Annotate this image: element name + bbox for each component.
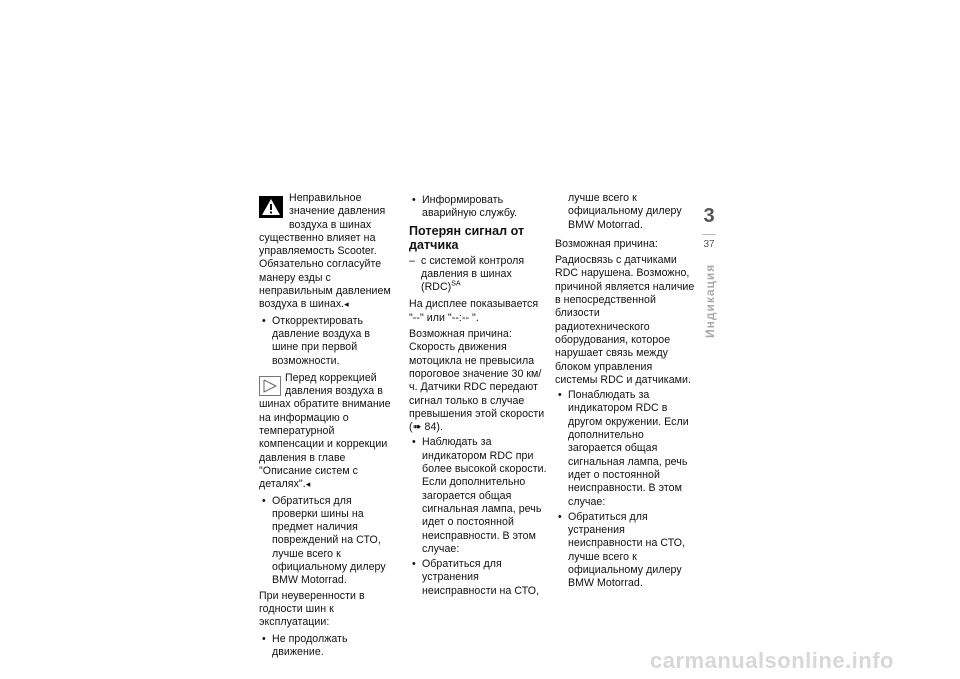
note-block xyxy=(259,372,399,492)
watermark: carmanualsonline.info xyxy=(650,648,894,673)
bullet-item: • Понаблюдать за индикатором RDC в другом окружении. Если дополнительно загорается общая сигнальная лампа, речь идет о постоянной неисправности. В этом случае: xyxy=(558,389,689,508)
bullet-item: • Не продолжать движение. xyxy=(262,632,348,658)
dash-item: – с системой контроля давления в шинах (RDC)$^{SA}$ xyxy=(409,254,525,294)
bullet-item: • Наблюдать за индикатором RDC при более высокой скорости. Если дополнительно загорается общая сигнальная лампа, речь идет о постоянной неисправности. В этом случае: xyxy=(412,436,547,555)
display-text: На дисплее показывается "--" или "--:-- ". xyxy=(409,298,539,324)
warning-text-2: Обязательно согласуйте манеру езды с неправильным давлением воздуха в шинах.◂ xyxy=(259,258,391,311)
chapter-divider xyxy=(702,234,716,235)
cause-label: Возможная причина: xyxy=(555,237,658,250)
warning-triangle-icon xyxy=(259,196,283,218)
bullet-item: • Обратиться для проверки шины на предмет наличия повреждений на СТО, лучше всего к официальному дилеру BMW Motorrad. xyxy=(262,494,386,587)
chapter-title: Индикация xyxy=(703,263,717,338)
bullet-item: • Обратиться для устранения неисправности на СТО, xyxy=(412,558,540,597)
paragraph: При неуверенности в годности шин к эксплуатации: xyxy=(259,589,365,629)
cause-label: Возможная причина: xyxy=(409,328,512,341)
chapter-marker xyxy=(698,201,720,268)
end-mark: ◂ xyxy=(344,299,349,310)
warning-text: Неправильное значение давления воздуха в шинах существенно влияет на управляемость Scooter. xyxy=(259,192,386,258)
bullet-item: • Информировать аварийную службу. xyxy=(412,194,518,220)
column-left xyxy=(259,192,399,661)
chapter-number: 3 xyxy=(703,205,715,227)
page-number: 37 xyxy=(703,239,715,250)
bullet-item: • Откорректировать давление воздуха в шине при первой возможности. xyxy=(262,314,371,367)
column-right xyxy=(555,192,695,593)
bullet-item: • Обратиться для устранения неисправности на СТО, лучше всего к официальному дилеру BMW Motorrad. xyxy=(558,510,686,590)
cause-text: Скорость движения мотоцикла не превысила пороговое значение 30 км/ч. Датчики RDC передают сигнал только в случае превышения этой скорости (➠ 84). xyxy=(409,341,545,434)
column-middle xyxy=(409,192,547,600)
note-text: Перед коррекцией давления воздуха в шинах обратите внимание на информацию о температурной компенсации и коррекции давления в главе "Описание систем с деталях". xyxy=(259,371,391,491)
note-icon xyxy=(259,376,281,396)
page-reference[interactable]: (➠ 84). xyxy=(409,421,443,434)
cause-text: Радиосвязь с датчиками RDC нарушена. Возможно, причиной является наличие в непосредственной близости радиотехнического оборудования, которое нарушает связь между блоком управления системы RDC и датчиками. xyxy=(555,254,695,386)
warning-block xyxy=(259,192,399,312)
section-heading: Потерян сигнал от датчика xyxy=(409,223,525,252)
end-mark: ◂ xyxy=(305,479,311,490)
continued-text: лучше всего к официальному дилеру BMW Motorrad. xyxy=(568,192,682,231)
